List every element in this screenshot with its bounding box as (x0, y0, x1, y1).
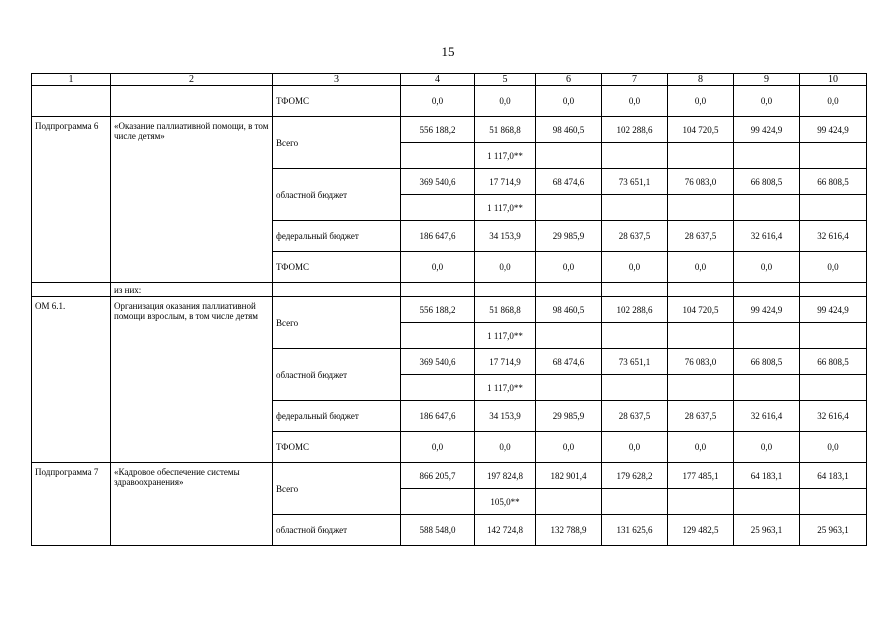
value-cell: 0,0 (668, 86, 734, 117)
value-cell: 0,0 (602, 86, 668, 117)
value-cell: 99 424,9 (734, 117, 800, 143)
header-cell: 9 (734, 74, 800, 86)
value-cell: 177 485,1 (668, 463, 734, 489)
value-cell: 32 616,4 (734, 221, 800, 252)
value-cell: 25 963,1 (734, 515, 800, 546)
program-code: ОМ 6.1. (32, 297, 111, 463)
empty-cell (602, 283, 668, 297)
table-row (32, 297, 867, 323)
value-cell: 197 824,8 (475, 463, 536, 489)
funding-source: областной бюджет (273, 515, 401, 546)
empty-cell (401, 375, 475, 401)
value-cell: 0,0 (602, 252, 668, 283)
table-row (32, 86, 867, 117)
empty-cell (602, 375, 668, 401)
value-cell: 0,0 (536, 432, 602, 463)
program-name: Организация оказания паллиативной помощи взрослым, в том числе детям (111, 297, 273, 463)
value-cell: 25 963,1 (800, 515, 867, 546)
empty-cell (734, 375, 800, 401)
empty-cell (800, 323, 867, 349)
program-code: Подпрограмма 6 (32, 117, 111, 283)
empty-cell (536, 283, 602, 297)
header-cell: 1 (32, 74, 111, 86)
value-cell: 29 985,9 (536, 401, 602, 432)
value-cell: 34 153,9 (475, 401, 536, 432)
value-cell: 98 460,5 (536, 117, 602, 143)
empty-cell (668, 489, 734, 515)
empty-cell (800, 143, 867, 169)
value-cell: 66 808,5 (800, 169, 867, 195)
empty-cell (602, 489, 668, 515)
value-cell: 64 183,1 (734, 463, 800, 489)
empty-cell (401, 195, 475, 221)
header-cell: 5 (475, 74, 536, 86)
value-cell: 0,0 (734, 252, 800, 283)
extra-value-cell: 105,0** (475, 489, 536, 515)
empty-cell (668, 375, 734, 401)
funding-source: Всего (273, 297, 401, 349)
value-cell: 556 188,2 (401, 117, 475, 143)
empty-cell (734, 283, 800, 297)
empty-cell (734, 143, 800, 169)
value-cell: 556 188,2 (401, 297, 475, 323)
empty-cell (536, 195, 602, 221)
value-cell: 99 424,9 (800, 297, 867, 323)
empty-cell (536, 375, 602, 401)
header-cell: 4 (401, 74, 475, 86)
value-cell: 32 616,4 (800, 221, 867, 252)
value-cell: 0,0 (668, 252, 734, 283)
funding-source: Всего (273, 117, 401, 169)
empty-cell (668, 283, 734, 297)
funding-source: ТФОМС (273, 252, 401, 283)
empty-cell (800, 489, 867, 515)
value-cell: 0,0 (401, 86, 475, 117)
value-cell: 142 724,8 (475, 515, 536, 546)
empty-cell (475, 283, 536, 297)
value-cell: 129 482,5 (668, 515, 734, 546)
value-cell: 98 460,5 (536, 297, 602, 323)
empty-cell (800, 195, 867, 221)
empty-cell (401, 283, 475, 297)
header-cell: 10 (800, 74, 867, 86)
program-name: «Оказание паллиативной помощи, в том числе детям» (111, 117, 273, 283)
value-cell: 369 540,6 (401, 169, 475, 195)
value-cell: 186 647,6 (401, 401, 475, 432)
value-cell: 68 474,6 (536, 169, 602, 195)
value-cell: 28 637,5 (668, 221, 734, 252)
empty-cell (602, 143, 668, 169)
page-number: 15 (441, 44, 455, 59)
funding-source: ТФОМС (273, 86, 401, 117)
value-cell: 29 985,9 (536, 221, 602, 252)
value-cell: 0,0 (475, 86, 536, 117)
value-cell: 34 153,9 (475, 221, 536, 252)
funding-source: федеральный бюджет (273, 401, 401, 432)
value-cell: 0,0 (800, 86, 867, 117)
value-cell: 102 288,6 (602, 297, 668, 323)
empty-cell (668, 143, 734, 169)
value-cell: 17 714,9 (475, 349, 536, 375)
empty-cell (536, 489, 602, 515)
value-cell: 0,0 (602, 432, 668, 463)
funding-source: ТФОМС (273, 432, 401, 463)
value-cell: 17 714,9 (475, 169, 536, 195)
value-cell: 0,0 (475, 432, 536, 463)
table-row (32, 117, 867, 143)
value-cell: 76 083,0 (668, 349, 734, 375)
funding-source: федеральный бюджет (273, 221, 401, 252)
extra-value-cell: 1 117,0** (475, 195, 536, 221)
empty-cell (536, 143, 602, 169)
empty-cell (401, 489, 475, 515)
value-cell: 186 647,6 (401, 221, 475, 252)
program-code: Подпрограмма 7 (32, 463, 111, 546)
value-cell: 0,0 (800, 432, 867, 463)
empty-cell (401, 323, 475, 349)
value-cell: 0,0 (475, 252, 536, 283)
empty-cell (668, 323, 734, 349)
code-cell (32, 283, 111, 297)
iz-nikh-label: из них: (111, 283, 273, 297)
value-cell: 66 808,5 (800, 349, 867, 375)
value-cell: 73 651,1 (602, 169, 668, 195)
extra-value-cell: 1 117,0** (475, 323, 536, 349)
funding-source: Всего (273, 463, 401, 515)
value-cell: 104 720,5 (668, 297, 734, 323)
program-code (32, 86, 111, 117)
header-cell: 6 (536, 74, 602, 86)
empty-cell (602, 323, 668, 349)
value-cell: 66 808,5 (734, 349, 800, 375)
header-cell: 3 (273, 74, 401, 86)
value-cell: 0,0 (668, 432, 734, 463)
extra-value-cell: 1 117,0** (475, 375, 536, 401)
empty-cell (800, 375, 867, 401)
value-cell: 0,0 (734, 432, 800, 463)
value-cell: 0,0 (401, 432, 475, 463)
value-cell: 66 808,5 (734, 169, 800, 195)
header-row (32, 74, 867, 86)
header-cell: 8 (668, 74, 734, 86)
value-cell: 0,0 (401, 252, 475, 283)
value-cell: 32 616,4 (734, 401, 800, 432)
value-cell: 182 901,4 (536, 463, 602, 489)
value-cell: 0,0 (536, 252, 602, 283)
empty-cell (668, 195, 734, 221)
header-cell: 2 (111, 74, 273, 86)
value-cell: 28 637,5 (602, 221, 668, 252)
value-cell: 64 183,1 (800, 463, 867, 489)
value-cell: 99 424,9 (734, 297, 800, 323)
value-cell: 32 616,4 (800, 401, 867, 432)
value-cell: 73 651,1 (602, 349, 668, 375)
empty-cell (800, 283, 867, 297)
value-cell: 68 474,6 (536, 349, 602, 375)
value-cell: 866 205,7 (401, 463, 475, 489)
value-cell: 132 788,9 (536, 515, 602, 546)
empty-cell (401, 143, 475, 169)
empty-cell (734, 195, 800, 221)
empty-cell (734, 489, 800, 515)
value-cell: 131 625,6 (602, 515, 668, 546)
value-cell: 179 628,2 (602, 463, 668, 489)
funding-source: областной бюджет (273, 349, 401, 401)
header-cell: 7 (602, 74, 668, 86)
value-cell: 369 540,6 (401, 349, 475, 375)
value-cell: 104 720,5 (668, 117, 734, 143)
program-name: «Кадровое обеспечение системы здравоохранения» (111, 463, 273, 546)
value-cell: 588 548,0 (401, 515, 475, 546)
table-row (32, 463, 867, 489)
value-cell: 76 083,0 (668, 169, 734, 195)
value-cell: 51 868,8 (475, 117, 536, 143)
empty-cell (536, 323, 602, 349)
value-cell: 28 637,5 (668, 401, 734, 432)
funding-table (31, 73, 867, 546)
funding-source: областной бюджет (273, 169, 401, 221)
value-cell: 102 288,6 (602, 117, 668, 143)
program-name (111, 86, 273, 117)
value-cell: 0,0 (800, 252, 867, 283)
value-cell: 0,0 (734, 86, 800, 117)
empty-cell (273, 283, 401, 297)
value-cell: 28 637,5 (602, 401, 668, 432)
value-cell: 51 868,8 (475, 297, 536, 323)
empty-cell (602, 195, 668, 221)
value-cell: 99 424,9 (800, 117, 867, 143)
iz-nikh-row (32, 283, 867, 297)
value-cell: 0,0 (536, 86, 602, 117)
extra-value-cell: 1 117,0** (475, 143, 536, 169)
empty-cell (734, 323, 800, 349)
